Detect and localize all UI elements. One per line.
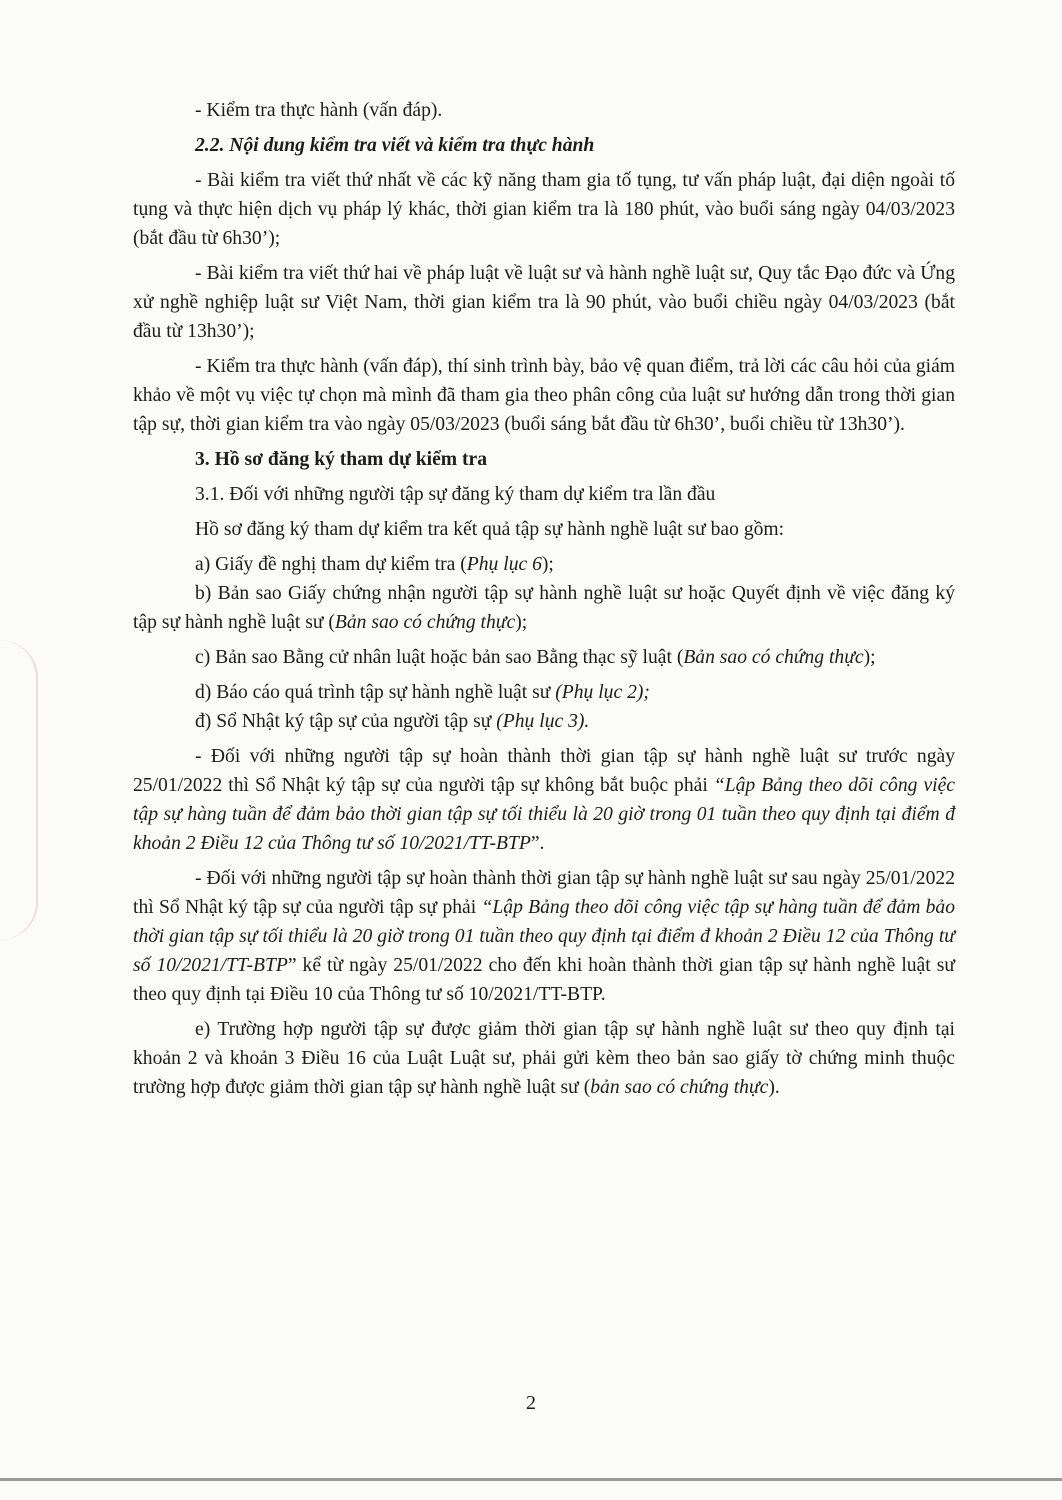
paragraph-written-exam-1: - Bài kiểm tra viết thứ nhất về các kỹ năng tham gia tố tụng, tư vấn pháp luật, đại diện ngoài tố tụng và thực hiện dịch vụ pháp lý khác, thời gian kiểm tra là 180 phút, vào buổi sáng ngày 04/03/2023 (bắt đầu từ 6h30’);: [133, 170, 955, 249]
paragraph-written-exam-2: - Bài kiểm tra viết thứ hai về pháp luật về luật sư và hành nghề luật sư, Quy tắc Đạo đức và Ứng xử nghề nghiệp luật sư Việt Nam, thời gian kiểm tra là 90 phút, vào buổi chiều ngày 04/03/2023 (bắt đầu từ 13h30’);: [133, 263, 955, 342]
paragraph-practical-exam: - Kiểm tra thực hành (vấn đáp).: [195, 100, 443, 121]
section-heading-3: 3. Hồ sơ đăng ký tham dự kiểm tra: [195, 449, 488, 470]
paragraph-before-date: - Đối với những người tập sự hoàn thành thời gian tập sự hành nghề luật sư trước ngày 25/01/2022 thì Sổ Nhật ký tập sự của người tập sự không bắt buộc phải “Lập Bảng theo dõi công việc tập sự hàng tuần để đảm bảo thời gian tập sự tối thiểu là 20 giờ trong 01 tuần theo quy định tại điểm đ khoản 2 Điều 12 của Thông tư số 10/2021/TT-BTP”.: [133, 746, 955, 854]
list-item-b: b) Bản sao Giấy chứng nhận người tập sự hành nghề luật sư hoặc Quyết định về việc đăng ký tập sự hành nghề luật sư (Bản sao có chứng thực);: [133, 583, 955, 633]
list-item-c: c) Bản sao Bằng cử nhân luật hoặc bản sao Bằng thạc sỹ luật (Bản sao có chứng thực);: [195, 647, 876, 668]
paragraph-oral-exam: - Kiểm tra thực hành (vấn đáp), thí sinh trình bày, bảo vệ quan điểm, trả lời các câu hỏi của giám khảo về một vụ việc tự chọn mà mình đã tham gia theo phân công của luật sư hướng dẫn trong thời gian tập sự, thời gian kiểm tra vào ngày 05/03/2023 (buổi sáng bắt đầu từ 6h30’, buổi chiều từ 13h30’).: [133, 356, 955, 435]
list-item-dd: đ) Sổ Nhật ký tập sự của người tập sự (Phụ lục 3).: [195, 711, 590, 732]
paragraph-after-date: - Đối với những người tập sự hoàn thành thời gian tập sự hành nghề luật sư sau ngày 25/01/2022 thì Sổ Nhật ký tập sự của người tập sự phải “Lập Bảng theo dõi công việc tập sự hàng tuần để đảm bảo thời gian tập sự tối thiểu là 20 giờ trong 01 tuần theo quy định tại điểm đ khoản 2 Điều 12 của Thông tư số 10/2021/TT-BTP” kể từ ngày 25/01/2022 cho đến khi hoàn thành thời gian tập sự hành nghề luật sư theo quy định tại Điều 10 của Thông tư số 10/2021/TT-BTP.: [133, 868, 956, 1005]
paragraph-dossier-intro: Hồ sơ đăng ký tham dự kiểm tra kết quả tập sự hành nghề luật sư bao gồm:: [195, 519, 785, 540]
stamp-edge-mark: [0, 640, 38, 940]
scan-bottom-edge: [0, 1478, 1062, 1481]
list-item-e: e) Trường hợp người tập sự được giảm thời gian tập sự hành nghề luật sư theo quy định tại khoản 2 và khoản 3 Điều 16 của Luật Luật sư, phải gửi kèm theo bản sao giấy tờ chứng minh thuộc trường hợp được giảm thời gian tập sự hành nghề luật sư (bản sao có chứng thực).: [133, 1019, 955, 1098]
subsection-3-1: 3.1. Đối với những người tập sự đăng ký tham dự kiểm tra lần đầu: [195, 484, 716, 505]
list-item-d: d) Báo cáo quá trình tập sự hành nghề luật sư (Phụ lục 2);: [195, 682, 650, 703]
section-heading-2-2: 2.2. Nội dung kiểm tra viết và kiểm tra thực hành: [195, 135, 595, 156]
document-body: [133, 96, 955, 1102]
page-number: 2: [526, 1392, 536, 1414]
list-item-a: a) Giấy đề nghị tham dự kiểm tra (Phụ lục 6);: [195, 554, 554, 575]
